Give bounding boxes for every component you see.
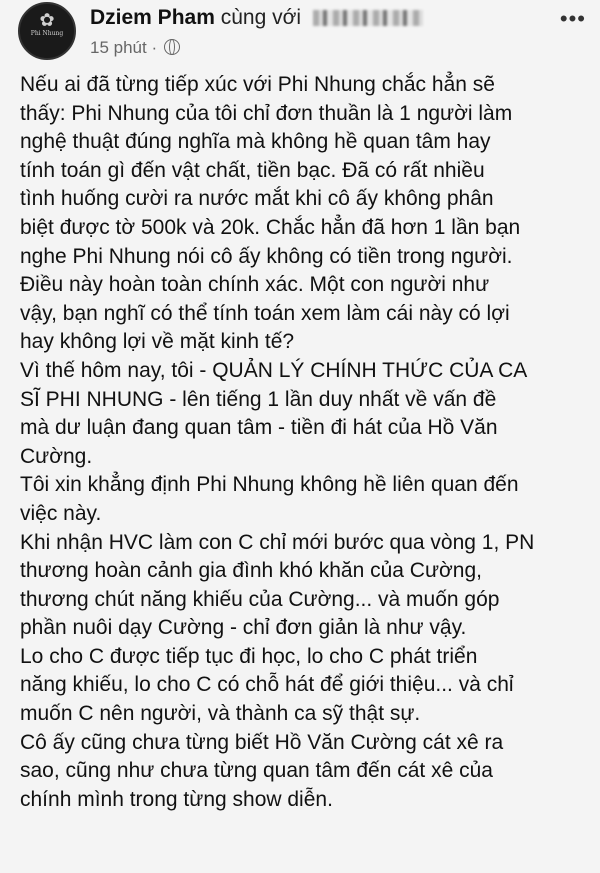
post-text-line: Khi nhận HVC làm con C chỉ mới bước qua vòng 1, PN: [20, 530, 535, 554]
lotus-logo-icon: ✿: [39, 10, 55, 30]
post-text-line: muốn C nên người, và thành ca sỹ thật sự.: [20, 702, 421, 726]
post-text-line: vậy, bạn nghĩ có thể tính toán xem làm cái này có lợi: [20, 301, 510, 325]
post-text-line: Vì thế hôm nay, tôi - QUẢN LÝ CHÍNH THỨC CỦA CA: [20, 358, 528, 382]
post-text-line: nghe Phi Nhung nói cô ấy không có tiền trong người.: [20, 244, 513, 268]
post-text-line: Cô ấy cũng chưa từng biết Hồ Văn Cường cát xê ra: [20, 730, 504, 754]
author-name[interactable]: Dziem Pham: [90, 6, 215, 29]
post-text-line: Cường.: [20, 444, 93, 468]
meta-separator: ·: [151, 38, 158, 57]
with-text: cùng với: [220, 6, 302, 29]
author-line: [90, 6, 423, 30]
post-time[interactable]: 15 phút: [90, 38, 147, 57]
post-text-line: thương chút năng khiếu của Cường... và muốn góp: [20, 587, 500, 611]
post-body: [20, 71, 596, 814]
post-header: [0, 0, 600, 70]
globe-icon[interactable]: [164, 39, 180, 55]
post-text-line: biệt được tờ 500k và 20k. Chắc hẳn đã hơn 1 lần bạn: [20, 215, 521, 239]
post-text-line: năng khiếu, lo cho C có chỗ hát để giới thiệu... và chỉ: [20, 673, 514, 697]
post-text-line: nghệ thuật đúng nghĩa mà không hề quan tâm hay: [20, 130, 491, 154]
post-text-line: việc này.: [20, 501, 102, 525]
post-text-line: SĨ PHI NHUNG - lên tiếng 1 lần duy nhất về vấn đề: [20, 387, 497, 411]
tagged-users-blurred[interactable]: [313, 10, 423, 26]
more-dots-icon[interactable]: •••: [559, 6, 586, 31]
post-text-line: thương hoàn cảnh gia đình khó khăn của Cường,: [20, 559, 482, 583]
post-text-line: phần nuôi dạy Cường - chỉ đơn giản là như vậy.: [20, 616, 467, 640]
post-text-line: Lo cho C được tiếp tục đi học, lo cho C phát triển: [20, 644, 478, 668]
post-text-line: Nếu ai đã từng tiếp xúc với Phi Nhung chắc hẳn sẽ: [20, 73, 495, 96]
post-text-line: sao, cũng như chưa từng quan tâm đến cát xê của: [20, 759, 493, 783]
avatar-logo-text: Phi Nhung: [30, 30, 64, 37]
post-text-line: tình huống cười ra nước mắt khi cô ấy không phân: [20, 187, 494, 211]
post-text-line: thấy: Phi Nhung của tôi chỉ đơn thuần là 1 người làm: [20, 101, 513, 125]
post-text-line: hay không lợi về mặt kinh tế?: [20, 330, 295, 354]
post-meta: [90, 38, 180, 58]
post-text-line: Điều này hoàn toàn chính xác. Một con người như: [20, 273, 490, 297]
post-text-line: tính toán gì đến vật chất, tiền bạc. Đã có rất nhiều: [20, 158, 485, 182]
post-text-line: chính mình trong từng show diễn.: [20, 787, 333, 811]
post-text-line: Tôi xin khẳng định Phi Nhung không hề liên quan đến: [20, 473, 519, 497]
post-text-line: mà dư luận đang quan tâm - tiền đi hát của Hồ Văn: [20, 416, 498, 440]
author-avatar[interactable]: [18, 2, 76, 60]
